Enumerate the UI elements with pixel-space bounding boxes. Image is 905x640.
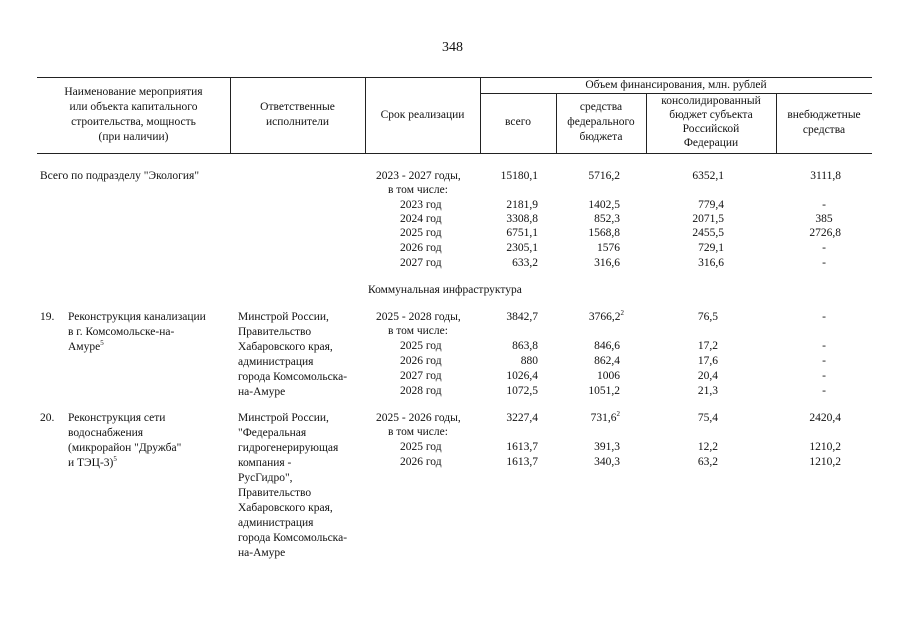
value-total: 6751,1 [506,227,538,239]
item-all: 3227,4 [506,412,538,424]
value-regional: 779,4 [698,199,724,211]
year-label: 2025 год [400,227,442,239]
item-all: 3842,7 [506,311,538,323]
item-exec-line: РусГидро", [238,472,293,484]
total-extra: 3111,8 [810,170,841,182]
item-term: 2025 - 2028 годы, [376,311,461,323]
item-extra: 2420,4 [809,412,841,424]
item-term-note: в том числе: [388,325,448,337]
header-extra-line: внебюджетные [787,109,861,121]
header-finance: Объем финансирования, млн. рублей [585,79,767,91]
item-number: 19. [40,311,55,323]
item-exec-line: города Комсомольска- [238,532,348,544]
year-label: 2025 год [400,441,442,453]
value-federal: 862,4 [594,355,620,367]
total-all: 15180,1 [500,170,538,182]
header-name-line: или объекта капитального [69,101,198,113]
item-federal [556,310,624,325]
item-exec-line: Минстрой России, [238,412,329,424]
header-regional-line: консолидированный [661,95,761,107]
item-term: 2025 - 2026 годы, [376,412,461,424]
year-label: 2028 год [400,385,442,397]
value-federal: 1568,8 [588,227,620,239]
item-federal [556,411,620,426]
value-federal: 1051,2 [588,385,620,397]
item-extra: - [822,311,826,323]
item-federal-value: 731,6 [590,412,617,424]
item-name-line: Реконструкция сети [68,412,166,424]
value-federal: 340,3 [594,456,620,468]
year-label: 2026 год [400,355,442,367]
item-exec-line: города Комсомольска- [238,371,348,383]
item-term-note: в том числе: [388,426,448,438]
item-regional: 76,5 [697,311,718,323]
item-name-last [68,456,117,471]
header-term: Срок реализации [380,109,465,121]
total-term-note: в том числе: [388,184,448,196]
header-name-line: строительства, мощность [71,116,196,128]
value-total: 863,8 [512,340,538,352]
value-federal: 391,3 [594,441,620,453]
header-regional-line: бюджет субъекта [669,109,753,121]
item-number: 20. [40,412,55,424]
value-extra: - [822,355,826,367]
item-exec-line: Хабаровского края, [238,502,333,514]
header-exec-line: исполнители [265,116,330,128]
value-federal: 1006 [597,370,620,382]
value-extra: - [822,340,826,352]
value-extra: 385 [815,213,833,225]
header-exec-line: Ответственные [260,101,335,113]
value-total: 3308,8 [506,213,538,225]
year-label: 2024 год [400,213,442,225]
header-name-line: (при наличии) [98,131,169,143]
value-total: 633,2 [512,257,538,269]
value-regional: 2071,5 [692,213,724,225]
header-extra-line: средства [802,124,846,136]
value-total: 880 [520,355,538,367]
item-name-line: в г. Комсомольске-на- [68,326,175,338]
value-regional: 17,6 [697,355,718,367]
year-label: 2027 год [400,257,442,269]
value-regional: 63,2 [697,456,718,468]
page-number: 348 [442,40,463,55]
header-federal-line: федерального [567,116,635,128]
value-regional: 316,6 [698,257,724,269]
value-total: 1026,4 [506,370,538,382]
total-federal: 5716,2 [588,170,620,182]
value-extra: 2726,8 [809,227,841,239]
total-term: 2023 - 2027 годы, [376,170,461,182]
total-name: Всего по подразделу "Экология" [40,170,200,182]
value-extra: - [822,242,826,254]
value-extra: 1210,2 [809,456,841,468]
item-regional: 75,4 [697,412,718,424]
footnote-mark: 2 [616,410,620,419]
item-name-line: (микрорайон "Дружба" [68,442,182,454]
value-federal: 1576 [597,242,620,254]
header-federal-line: средства [579,101,623,113]
table-header-bottom-rule [37,153,872,154]
item-exec-line: на-Амуре [238,547,286,559]
value-regional: 2455,5 [692,227,724,239]
value-total: 1613,7 [506,456,538,468]
year-label: 2027 год [400,370,442,382]
value-extra: - [822,199,826,211]
header-name-line: Наименование мероприятия [64,86,203,98]
item-federal-value: 3766,2 [588,311,621,323]
value-extra: - [822,257,826,269]
value-federal: 852,3 [594,213,620,225]
item-exec-line: администрация [238,356,314,368]
value-total: 2181,9 [506,199,538,211]
item-name-line: Реконструкция канализации [68,311,206,323]
item-exec-line: на-Амуре [238,386,286,398]
year-label: 2025 год [400,340,442,352]
value-total: 2305,1 [506,242,538,254]
value-regional: 12,2 [697,441,718,453]
year-label: 2026 год [400,456,442,468]
value-regional: 21,3 [697,385,718,397]
value-extra: 1210,2 [809,441,841,453]
value-total: 1613,7 [506,441,538,453]
value-extra: - [822,370,826,382]
header-regional-line: Российской [682,123,740,135]
item-name-last [68,340,104,355]
item-exec-line: Правительство [238,487,312,499]
header-regional-line: Федерации [683,137,739,149]
value-extra: - [822,385,826,397]
value-regional: 20,4 [697,370,718,382]
value-regional: 17,2 [697,340,718,352]
footnote-mark: 2 [620,309,624,318]
footnote-mark: 5 [113,455,117,464]
year-label: 2023 год [400,199,442,211]
item-exec-line: Минстрой России, [238,311,329,323]
value-regional: 729,1 [698,242,724,254]
item-exec-line: "Федеральная [238,427,307,439]
item-name-line: Амуре [68,341,101,353]
item-exec-line: гидрогенерирующая [238,442,339,454]
header-total: всего [505,116,531,128]
item-exec-line: Правительство [238,326,312,338]
header-federal-line: бюджета [579,131,623,143]
item-name-line: и ТЭЦ-3) [68,457,114,469]
value-federal: 316,6 [594,257,620,269]
year-label: 2026 год [400,242,442,254]
item-exec-line: компания - [238,457,292,469]
section-title: Коммунальная инфраструктура [368,284,522,296]
value-federal: 1402,5 [588,199,620,211]
item-name-line: водоснабжения [68,427,144,439]
footnote-mark: 5 [100,339,104,348]
item-exec-line: администрация [238,517,314,529]
item-exec-line: Хабаровского края, [238,341,333,353]
value-federal: 846,6 [594,340,620,352]
total-regional: 6352,1 [692,170,724,182]
value-total: 1072,5 [506,385,538,397]
